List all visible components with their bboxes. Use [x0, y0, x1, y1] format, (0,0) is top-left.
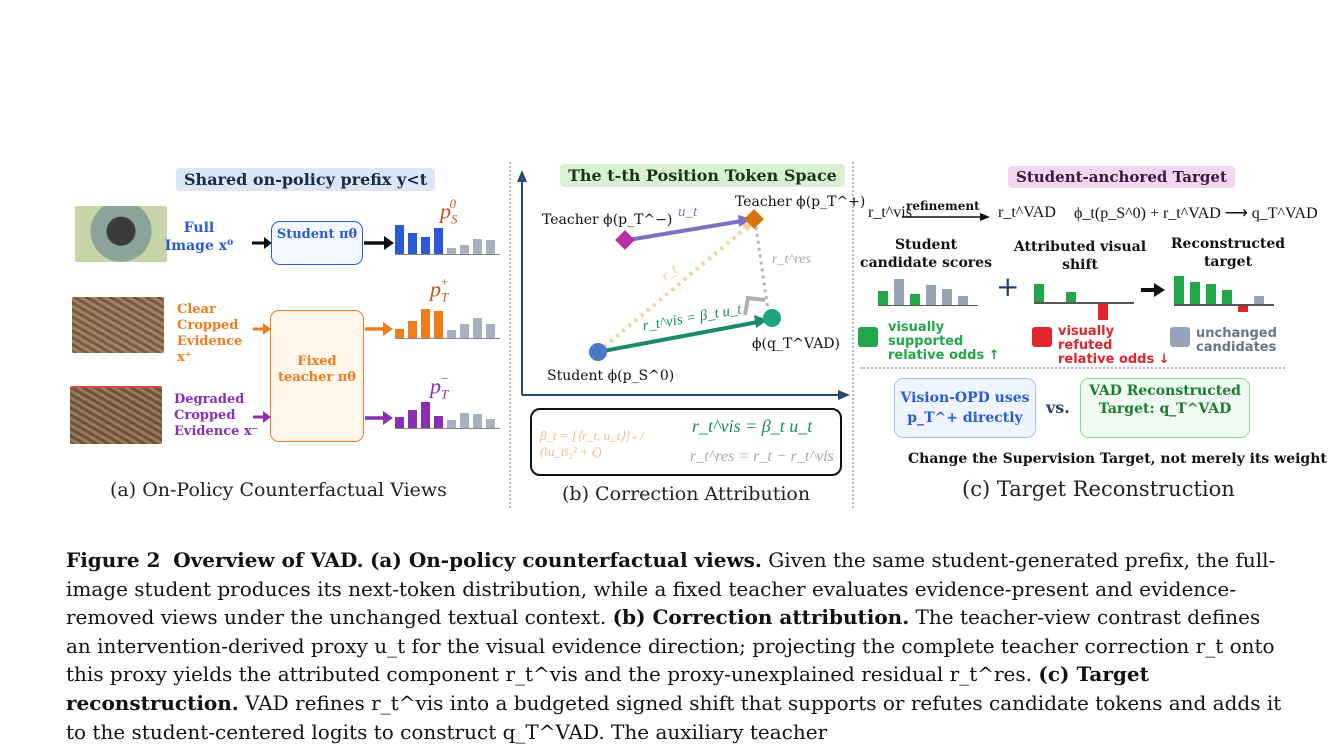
row3-dist-label: $p_T^-$	[430, 371, 450, 402]
prob-bar	[460, 324, 469, 338]
caption-b-text: The teacher-view contrast defines an intervention-derived proxy u_t for the visual evidence direction; projecting the complete teacher correction r_t onto this proxy yields the attributed component r_t^vis and the proxy-unexplained residual r_t^res.	[66, 605, 1275, 687]
student-box: Student πθ	[271, 221, 363, 265]
prob-bar	[408, 321, 417, 338]
beta-formula: β_t = [⟨r_t, u_t⟩]₊ / (‖u_t‖₂² + ζ)	[540, 428, 645, 459]
full-image-thumbnail	[75, 206, 167, 262]
refinement-arrow	[902, 212, 990, 222]
col3-title: Reconstructed target	[1170, 236, 1286, 270]
eq-right: ϕ_t(p_S^0) + r_t^VAD ⟶ q_T^VAD	[1074, 205, 1318, 222]
prob-bar	[486, 240, 495, 254]
col1-title: Student candidate scores	[860, 237, 992, 271]
shift-bar	[942, 289, 952, 305]
prob-bar	[434, 311, 443, 338]
prob-bar	[395, 417, 404, 428]
shift-bar	[1190, 282, 1200, 304]
prob-bar	[486, 419, 495, 428]
legend-green-label: visually supported relative odds ↑	[888, 320, 1000, 363]
row3-arrow-in	[253, 411, 271, 423]
row2-label: Clear Cropped Evidence x⁺	[177, 302, 243, 365]
caption-a-title: (a) On-policy counterfactual views.	[369, 548, 762, 572]
teacher-minus-label: Teacher ϕ(p_T^−)	[542, 212, 673, 228]
prob-bar	[486, 324, 495, 338]
prob-bar	[447, 420, 456, 428]
prob-bar	[473, 414, 482, 428]
prob-bar	[421, 402, 430, 428]
col2-title: Attributed visual shift	[1013, 239, 1147, 273]
prob-bar	[434, 416, 443, 428]
shift-bar	[1254, 296, 1264, 304]
figure-caption	[66, 546, 1286, 746]
legend-grey-swatch	[1170, 327, 1190, 347]
vis-formula: r_t^vis = β_t u_t	[692, 416, 813, 436]
tagline: Change the Supervision Target, not merely its weight	[908, 451, 1327, 467]
prob-bar	[408, 410, 417, 428]
prob-bar	[447, 248, 456, 254]
reconstructed-bars	[1174, 274, 1274, 316]
prob-bar	[473, 318, 482, 338]
prob-bar	[421, 309, 430, 338]
legend-red-swatch	[1032, 327, 1052, 347]
shift-bar	[1222, 290, 1232, 304]
row2-arrow-out	[365, 322, 393, 336]
prob-bar	[408, 233, 417, 254]
prob-bar	[395, 225, 404, 254]
panel-divider-right	[852, 162, 854, 508]
student-point-label: Student ϕ(p_S^0)	[547, 368, 675, 384]
legend-red-label: visually refuted relative odds ↓	[1058, 324, 1170, 367]
caption-c-title: (c) Target reconstruction.	[66, 662, 1149, 715]
equals-arrow-icon	[1141, 283, 1165, 297]
row3-arrow-out	[365, 411, 393, 425]
row1-label: Full Image x⁰	[164, 220, 234, 254]
shift-bar	[1206, 284, 1216, 304]
row2-arrow-in	[253, 323, 271, 335]
target-point-label: ϕ(q_T^VAD)	[752, 336, 840, 352]
panel-a-header: Shared on-policy prefix y<t	[176, 168, 435, 191]
clear-crop-thumbnail	[72, 297, 164, 353]
shift-bar	[926, 285, 936, 305]
caption-a-text: Given the same student-generated prefix, the full-image student produces its next-token distribution, while a fixed teacher evaluates evidence-present and evidence-removed views under the unchanged textual context.	[66, 548, 1276, 630]
vision-opd-box: Vision-OPD uses p_T^+ directly	[894, 378, 1036, 438]
vad-target-box: VAD Reconstructed Target: q_T^VAD	[1080, 378, 1250, 438]
baseline	[1174, 304, 1274, 306]
shift-bar	[910, 294, 920, 305]
panel-b-caption: (b) Correction Attribution	[562, 483, 811, 505]
prob-bar	[447, 330, 456, 338]
caption-c-text: VAD refines r_t^vis into a budgeted signed shift that supports or refutes candidate tokens and adds it to the student-centered logits to construct q_T^VAD. The auxiliary teacher	[66, 690, 1282, 744]
shift-bar	[1174, 276, 1184, 304]
shift-bar	[894, 279, 904, 305]
teacher-plus-label: Teacher ϕ(p_T^+)	[735, 194, 866, 210]
panel-a-caption: (a) On-Policy Counterfactual Views	[110, 479, 447, 501]
figure-label: Figure 2	[66, 548, 161, 572]
eq-left: r_t^vis	[868, 204, 912, 221]
teacher-box: Fixed teacher πθ	[270, 310, 364, 442]
row2-dist-label: $p_T^+$	[430, 274, 450, 305]
shift-bar	[1098, 302, 1108, 320]
shift-bar	[1066, 292, 1076, 302]
row3-label: Degraded Cropped Evidence x⁻	[174, 392, 259, 439]
panel-c-header: Student-anchored Target	[1008, 166, 1235, 188]
u-label: u_t	[678, 204, 698, 220]
refinement-label: refinement	[906, 199, 980, 213]
shift-bar	[958, 296, 968, 305]
legend-grey-label: unchanged candidates	[1196, 326, 1277, 355]
shift-bar	[878, 291, 888, 305]
row1-arrow-out	[364, 236, 394, 250]
shift-bar	[1034, 284, 1044, 302]
panel-b-header: The t-th Position Token Space	[560, 164, 845, 187]
row2-bars	[395, 306, 500, 339]
student-scores-bars	[878, 277, 978, 306]
prob-bar	[473, 239, 482, 254]
formula-box	[530, 408, 842, 476]
vs-label: vs.	[1046, 398, 1070, 417]
row1-dist-label: $p_S^0$	[440, 196, 458, 227]
panel-c-divider	[860, 367, 1285, 369]
row1-bars	[395, 222, 500, 255]
panel-c-caption: (c) Target Reconstruction	[962, 477, 1235, 501]
prob-bar	[460, 413, 469, 428]
r-vis-label: r_t^vis = β_t u_t	[641, 301, 743, 335]
visual-shift-bars	[1034, 282, 1134, 322]
baseline	[1034, 302, 1134, 304]
r-res-label: r_t^res	[772, 252, 811, 267]
row3-bars	[395, 396, 500, 429]
caption-b-title: (b) Correction attribution.	[612, 605, 910, 630]
row1-arrow-in	[252, 236, 272, 250]
prob-bar	[460, 245, 469, 254]
eq-mid: r_t^VAD	[998, 204, 1056, 221]
prob-bar	[434, 228, 443, 254]
figure-title: Overview of VAD.	[173, 548, 364, 572]
prob-bar	[421, 237, 430, 254]
prob-bar	[395, 329, 404, 338]
plus-icon: +	[996, 270, 1020, 303]
legend-green-swatch	[858, 327, 878, 347]
degraded-crop-thumbnail	[70, 386, 162, 444]
r-label: r_t	[658, 262, 681, 285]
res-formula: r_t^res = r_t − r_t^vis	[690, 448, 834, 465]
